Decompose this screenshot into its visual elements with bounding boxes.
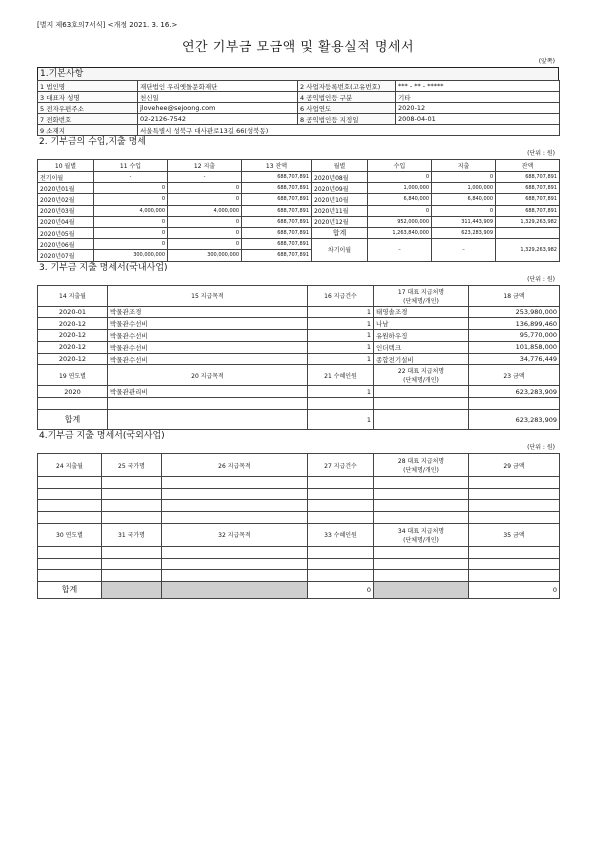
month-cell: 2020년03월 — [38, 205, 94, 216]
unit-label: (단위 : 원) — [527, 275, 555, 283]
shaded-cell — [102, 581, 162, 598]
recipient-header: 17 대표 지급처명 — [397, 288, 445, 296]
expense-cell: 4,000,000 — [168, 205, 242, 216]
column-header: 12 지출 — [168, 160, 242, 172]
column-header: 11 수입 — [94, 160, 168, 172]
expense-cell: - — [168, 172, 242, 183]
column-header — [374, 285, 469, 306]
recipient-cell: 유원하우징 — [374, 330, 469, 342]
expense-cell: 6,840,000 — [432, 194, 496, 205]
balance-cell: 688,707,891 — [242, 205, 312, 216]
empty-cell — [308, 398, 374, 410]
expense-cell: 0 — [168, 239, 242, 250]
column-header: 월별 — [312, 160, 368, 172]
beneficiary-cell: 1 — [308, 386, 374, 398]
expense-cell: 300,000,000 — [168, 250, 242, 261]
month-cell: 2020-12 — [38, 318, 108, 330]
table-row — [38, 558, 560, 570]
column-header: 29 금액 — [469, 454, 560, 477]
document-page — [37, 20, 559, 599]
month-cell: 2020-12 — [38, 330, 108, 342]
page-side-label: (앞쪽) — [538, 58, 555, 65]
section-domestic-heading: 3. 기부금 지출 명세서(국내사업) — [39, 262, 168, 273]
total-count: 0 — [308, 581, 374, 598]
total-label: 합계 — [38, 581, 102, 598]
month-cell: 2020년04월 — [38, 216, 94, 227]
column-header: 16 지급건수 — [308, 285, 374, 306]
balance-cell: 688,707,891 — [496, 194, 560, 205]
carry-balance: 1,329,263,982 — [496, 239, 560, 261]
basic-row — [38, 103, 560, 114]
table-header-row — [38, 285, 560, 306]
table-row — [38, 386, 560, 398]
field-value: jlovehee@sejoong.com — [138, 103, 298, 114]
month-cell: 2020년01월 — [38, 183, 94, 194]
recipient-subheader: (단체명/개인) — [403, 377, 439, 385]
column-header: 잔액 — [496, 160, 560, 172]
balance-cell: 688,707,891 — [242, 194, 312, 205]
income-cell: 4,000,000 — [94, 205, 168, 216]
table-row — [38, 172, 560, 183]
table-header-row — [38, 523, 560, 546]
section-income-heading: 2. 기부금의 수입,지출 명세 — [39, 137, 146, 147]
amount-cell: 253,980,000 — [469, 306, 560, 318]
balance-cell: 688,707,891 — [496, 183, 560, 194]
unit-label: (단위 : 원) — [527, 444, 555, 452]
column-header: 25 국가명 — [102, 454, 162, 477]
total-label: 합계 — [38, 410, 108, 430]
table-row — [38, 318, 560, 330]
purpose-cell: 박물관수선비 — [108, 353, 308, 365]
balance-cell: 688,707,891 — [242, 183, 312, 194]
column-header: 19 연도별 — [38, 365, 108, 386]
empty-cell — [108, 398, 308, 410]
balance-cell: 688,707,891 — [242, 216, 312, 227]
amount-cell: 34,776,449 — [469, 353, 560, 365]
total-balance — [496, 227, 560, 238]
carry-label: 차기이월 — [312, 239, 368, 261]
income-cell: 6,840,000 — [368, 194, 432, 205]
count-cell: 1 — [308, 318, 374, 330]
field-label: 5 전자우편주소 — [38, 103, 138, 114]
column-header: 20 지급목적 — [108, 365, 308, 386]
count-cell: 1 — [308, 306, 374, 318]
purpose-cell: 박물관수선비 — [108, 330, 308, 342]
column-header — [374, 365, 469, 386]
table-row — [38, 512, 560, 524]
table-header-row — [38, 160, 560, 172]
field-label: 9 소재지 — [38, 125, 138, 136]
section-basic-heading: 1.기본사항 — [37, 67, 559, 80]
page-title: 연간 기부금 모금액 및 활용실적 명세서 — [181, 40, 415, 55]
section-overseas-heading: 4.기부금 지출 명세서(국외사업) — [39, 431, 165, 442]
expense-cell: 311,443,909 — [432, 216, 496, 227]
empty-cell — [374, 398, 469, 410]
column-header: 27 지급건수 — [308, 454, 374, 477]
income-cell: 0 — [94, 194, 168, 205]
expense-cell: 0 — [168, 183, 242, 194]
income-cell: 0 — [94, 227, 168, 238]
recipient-subheader: (단체명/개인) — [403, 297, 439, 305]
month-cell: 2020년06월 — [38, 239, 94, 250]
unit-label: (단위 : 원) — [527, 150, 555, 157]
table-row — [38, 239, 560, 250]
amount-cell: 623,283,909 — [469, 386, 560, 398]
count-cell: 1 — [308, 330, 374, 342]
amount-cell: 136,899,460 — [469, 318, 560, 330]
income-cell: 0 — [94, 183, 168, 194]
income-cell: 952,000,000 — [368, 216, 432, 227]
month-cell: 2020년12월 — [312, 216, 368, 227]
table-row — [38, 306, 560, 318]
column-header: 수입 — [368, 160, 432, 172]
expense-cell: 0 — [168, 227, 242, 238]
month-cell: 전기이월 — [38, 172, 94, 183]
expense-cell: 0 — [432, 172, 496, 183]
shaded-cell — [162, 581, 308, 598]
table-row — [38, 488, 560, 500]
column-header: 10 월별 — [38, 160, 94, 172]
expense-cell: 0 — [168, 216, 242, 227]
purpose-cell: 박물관관리비 — [108, 386, 308, 398]
form-number: [별지 제63호의7서식] <개정 2021. 3. 16.> — [37, 21, 178, 29]
recipient-header: 34 대표 지급처명 — [397, 527, 445, 535]
total-amount: 623,283,909 — [469, 410, 560, 430]
income-expense-table — [37, 159, 560, 262]
column-header: 26 지급목적 — [162, 454, 308, 477]
field-value: *** - ** - ***** — [396, 81, 560, 92]
field-value: 02-2126-7542 — [138, 114, 298, 125]
recipient-cell: 인더텍크 — [374, 341, 469, 353]
balance-cell: 688,707,891 — [496, 205, 560, 216]
month-cell: 2020년09월 — [312, 183, 368, 194]
recipient-header: 22 대표 지급처명 — [397, 368, 445, 376]
income-cell: 0 — [94, 239, 168, 250]
table-row — [38, 216, 560, 227]
table-header-row — [38, 454, 560, 477]
field-label: 4 공익법인등 구분 — [298, 92, 396, 103]
column-header: 35 금액 — [469, 523, 560, 546]
month-cell: 2020년08월 — [312, 172, 368, 183]
empty-cell — [374, 410, 469, 430]
total-count: 1 — [308, 410, 374, 430]
recipient-cell: 나남 — [374, 318, 469, 330]
column-header: 30 연도별 — [38, 523, 102, 546]
total-amount: 0 — [469, 581, 560, 598]
balance-cell: 688,707,891 — [496, 172, 560, 183]
table-row — [38, 477, 560, 489]
column-header — [374, 454, 469, 477]
field-label: 1 법인명 — [38, 81, 138, 92]
column-header: 14 지출월 — [38, 285, 108, 306]
field-label: 7 전화번호 — [38, 114, 138, 125]
recipient-cell: 종합전기설비 — [374, 353, 469, 365]
balance-cell: 688,707,891 — [242, 239, 312, 250]
domestic-expense-table — [37, 285, 560, 431]
empty-cell — [108, 410, 308, 430]
column-header: 지출 — [432, 160, 496, 172]
balance-cell: 688,707,891 — [242, 172, 312, 183]
expense-cell: 0 — [168, 194, 242, 205]
month-cell: 2020년10월 — [312, 194, 368, 205]
month-cell: 2020-12 — [38, 353, 108, 365]
amount-cell: 95,770,000 — [469, 330, 560, 342]
total-income: 1,263,840,000 — [368, 227, 432, 238]
shaded-cell — [374, 581, 469, 598]
basic-row — [38, 81, 560, 92]
recipient-subheader: (단체명/개인) — [403, 536, 439, 544]
purpose-cell: 박물관수선비 — [108, 318, 308, 330]
table-row — [38, 227, 560, 238]
table-row — [38, 546, 560, 558]
column-header: 15 지급목적 — [108, 285, 308, 306]
empty-cell — [469, 398, 560, 410]
amount-cell: 101,858,000 — [469, 341, 560, 353]
total-row — [38, 410, 560, 430]
month-cell: 2020-01 — [38, 306, 108, 318]
income-cell: 0 — [94, 216, 168, 227]
table-row — [38, 353, 560, 365]
purpose-cell: 박물관조경 — [108, 306, 308, 318]
overseas-expense-table — [37, 453, 560, 599]
income-cell: 300,000,000 — [94, 250, 168, 261]
count-cell: 1 — [308, 353, 374, 365]
purpose-cell: 박물관수선비 — [108, 341, 308, 353]
table-row — [38, 205, 560, 216]
field-value: 2020-12 — [396, 103, 560, 114]
month-cell: 2020년02월 — [38, 194, 94, 205]
expense-cell: 0 — [432, 205, 496, 216]
table-row — [38, 341, 560, 353]
month-cell: 2020년07월 — [38, 250, 94, 261]
count-cell: 1 — [308, 341, 374, 353]
column-header: 18 금액 — [469, 285, 560, 306]
month-cell: 2020년05월 — [38, 227, 94, 238]
basic-info-table — [37, 80, 560, 136]
table-row — [38, 330, 560, 342]
table-row — [38, 500, 560, 512]
expense-cell: 1,000,000 — [432, 183, 496, 194]
recipient-cell: 태영솔조경 — [374, 306, 469, 318]
column-header: 32 지급목적 — [162, 523, 308, 546]
column-header — [374, 523, 469, 546]
month-cell: 2020-12 — [38, 341, 108, 353]
table-header-row — [38, 365, 560, 386]
table-row — [38, 183, 560, 194]
column-header: 24 지출월 — [38, 454, 102, 477]
field-label: 2 사업자등록번호(고유번호) — [298, 81, 396, 92]
income-cell: - — [94, 172, 168, 183]
year-cell: 2020 — [38, 386, 108, 398]
balance-cell: 688,707,891 — [242, 250, 312, 261]
field-label: 8 공익법인등 지정일 — [298, 114, 396, 125]
income-cell: 0 — [368, 172, 432, 183]
month-cell: 2020년11월 — [312, 205, 368, 216]
table-row — [38, 194, 560, 205]
total-expense: 623,283,909 — [432, 227, 496, 238]
field-value: 2008-04-01 — [396, 114, 560, 125]
field-value: 서울특별시 성북구 대사관로13길 66(성북동) — [138, 125, 560, 136]
recipient-header: 28 대표 지급처명 — [397, 458, 445, 466]
column-header: 31 국가명 — [102, 523, 162, 546]
field-value: 천신일 — [138, 92, 298, 103]
column-header: 33 수혜인원 — [308, 523, 374, 546]
total-label: 합계 — [312, 227, 368, 238]
income-cell: 1,000,000 — [368, 183, 432, 194]
carry-income: – — [368, 239, 432, 261]
balance-cell: 1,329,263,982 — [496, 216, 560, 227]
field-label: 3 대표자 성명 — [38, 92, 138, 103]
field-label: 6 사업연도 — [298, 103, 396, 114]
field-value: 기타 — [396, 92, 560, 103]
column-header: 23 금액 — [469, 365, 560, 386]
income-cell: 0 — [368, 205, 432, 216]
table-row — [38, 570, 560, 582]
total-row — [38, 581, 560, 598]
empty-cell — [38, 398, 108, 410]
basic-row — [38, 125, 560, 136]
table-row — [38, 398, 560, 410]
recipient-subheader: (단체명/개인) — [403, 467, 439, 475]
column-header: 21 수혜인원 — [308, 365, 374, 386]
balance-cell: 688,707,891 — [242, 227, 312, 238]
field-value: 재단법인 우리옛돌문화재단 — [138, 81, 298, 92]
column-header: 13 잔액 — [242, 160, 312, 172]
carry-expense: – — [432, 239, 496, 261]
recipient-cell — [374, 386, 469, 398]
basic-row — [38, 92, 560, 103]
basic-row — [38, 114, 560, 125]
